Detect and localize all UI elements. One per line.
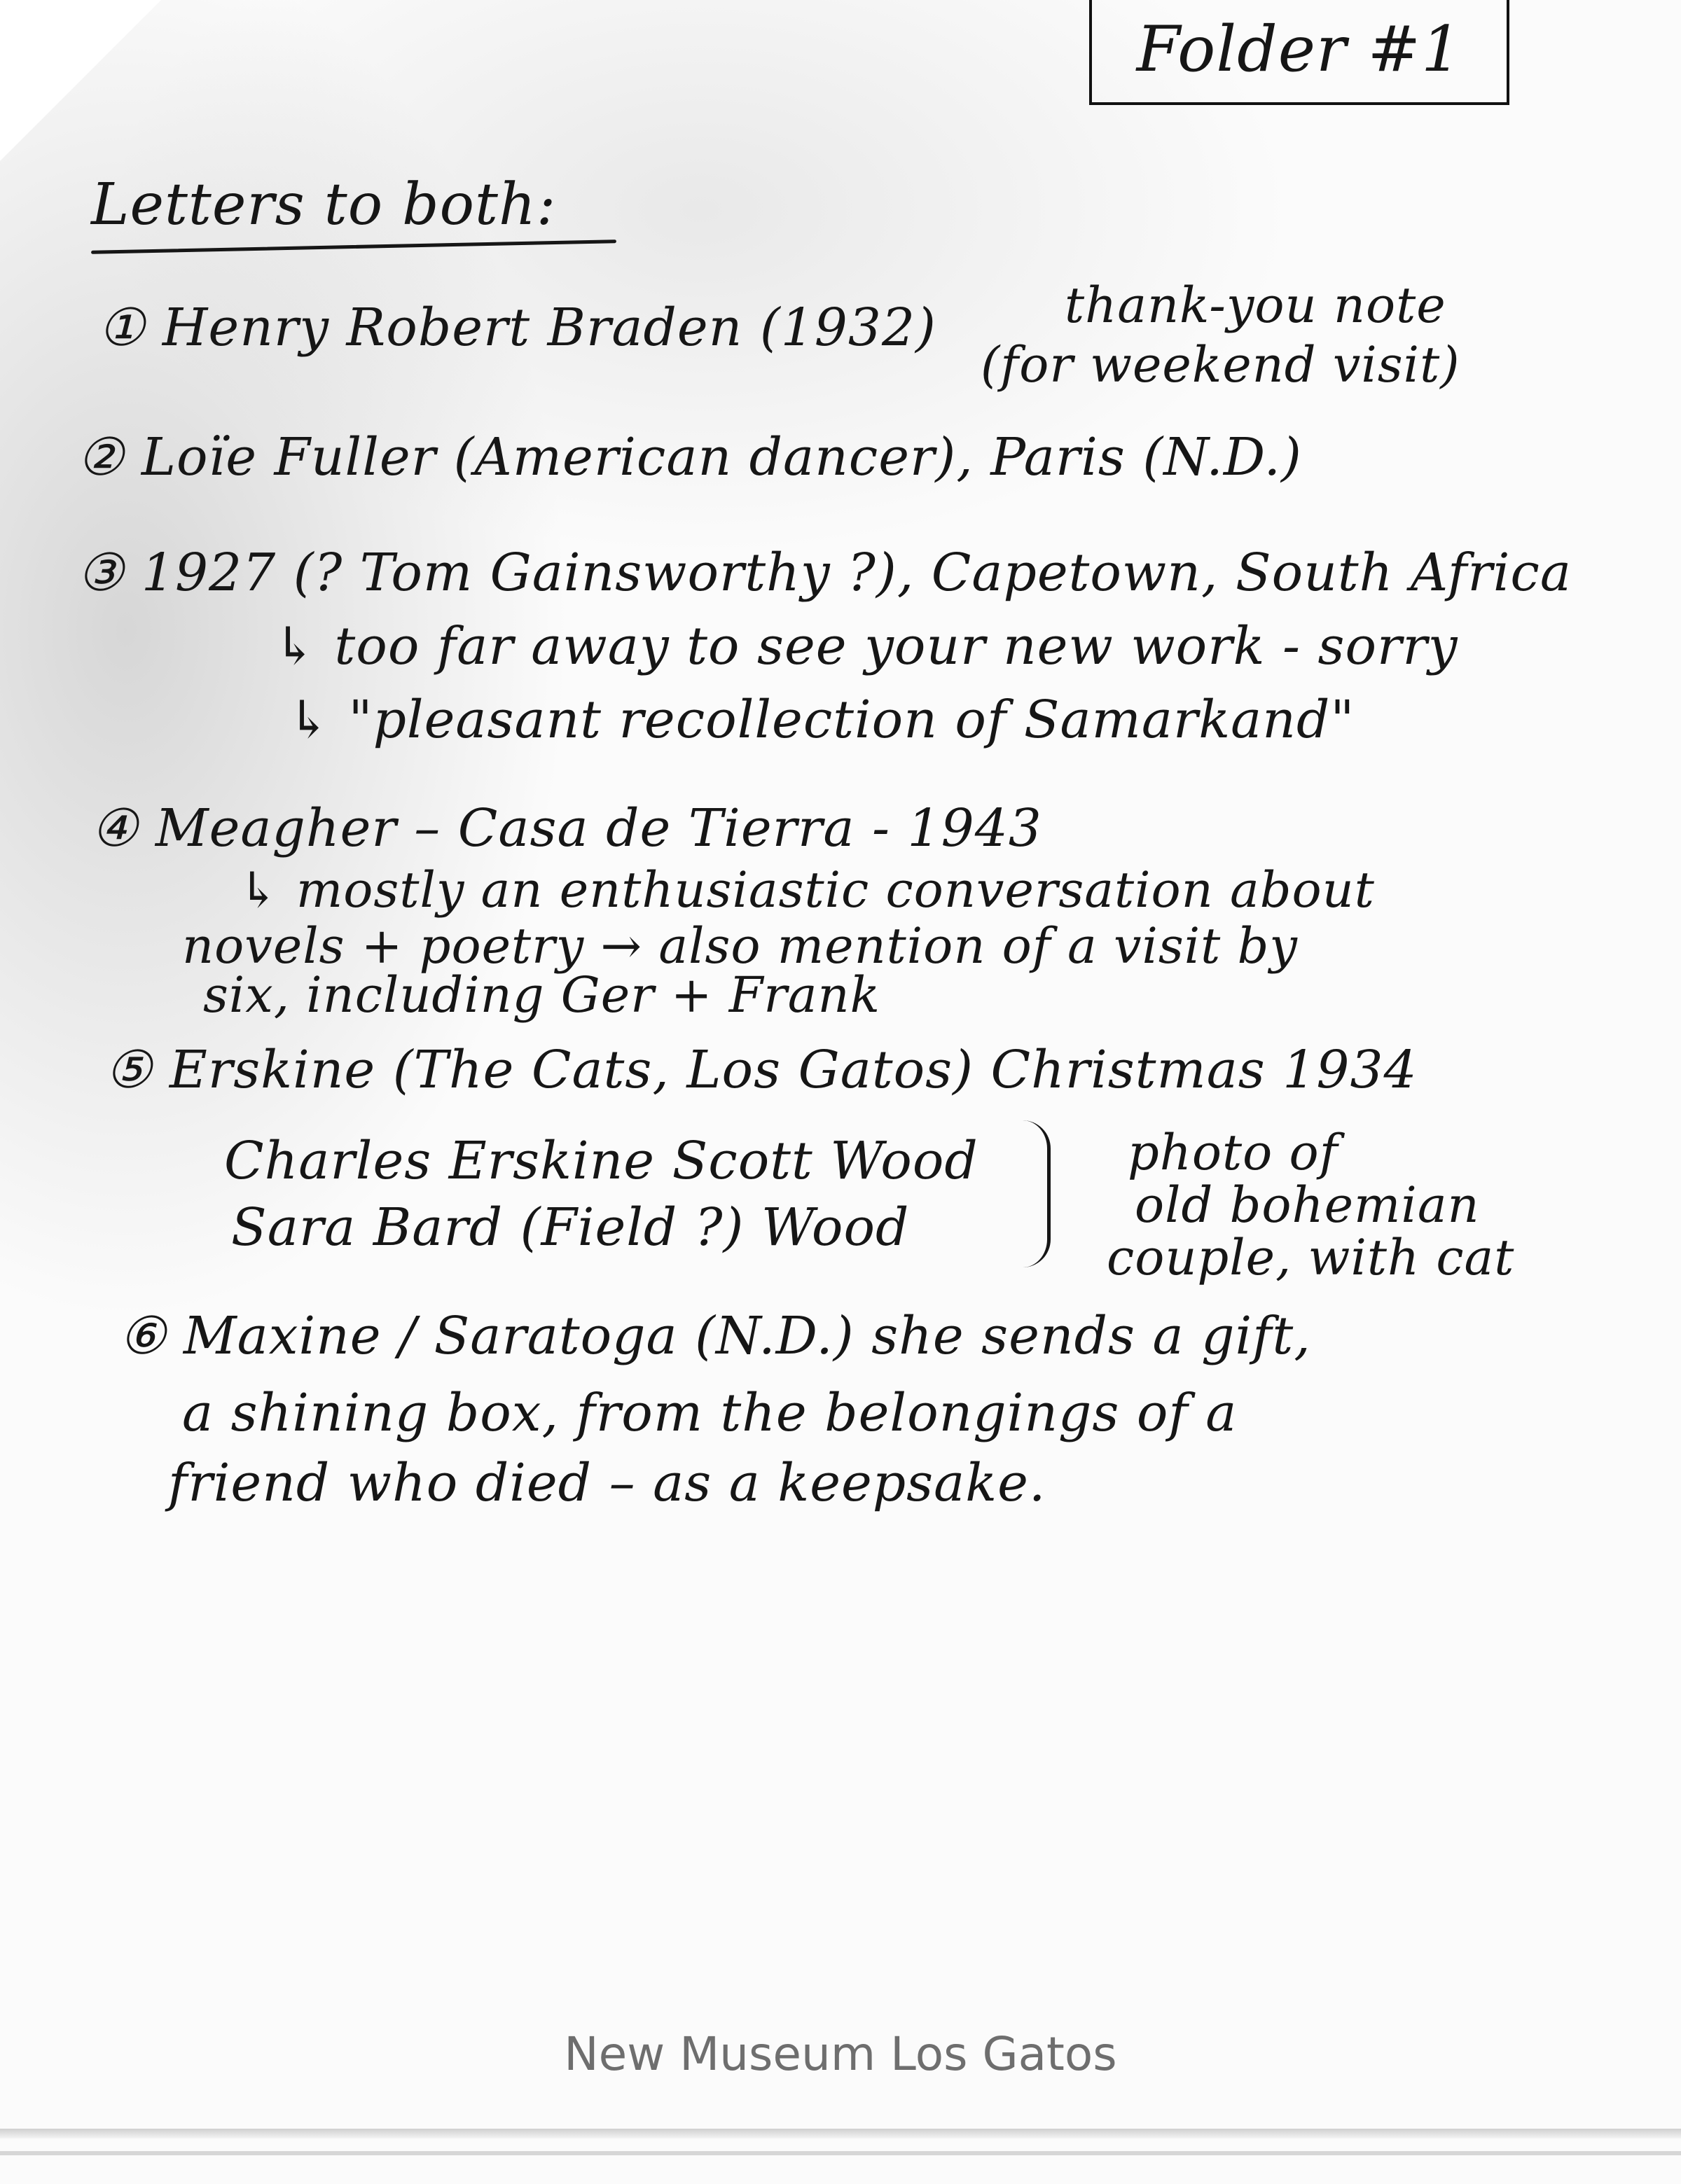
entry-3-line-3: ↳ "pleasant recollection of Samarkand" bbox=[287, 690, 1355, 750]
entry-3-title: ③ 1927 (? Tom Gainsworthy ?), Capetown, South Africa bbox=[77, 543, 1572, 603]
page-heading: Letters to both: bbox=[91, 172, 557, 238]
entry-5-title: ⑤ Erskine (The Cats, Los Gatos) Christmas 1934 bbox=[105, 1040, 1418, 1100]
page-bottom-edge bbox=[0, 2129, 1681, 2138]
entry-5-note-3: couple, with cat bbox=[1107, 1229, 1515, 1286]
entry-5-line-3: Sara Bard (Field ?) Wood bbox=[231, 1197, 910, 1258]
entry-5-line-2: Charles Erskine Scott Wood bbox=[224, 1131, 978, 1191]
watermark-footer: New Museum Los Gatos bbox=[564, 2027, 1117, 2081]
entry-1-note-2: (for weekend visit) bbox=[981, 336, 1460, 394]
folder-label-box bbox=[1089, 0, 1509, 105]
folder-label: Folder #1 bbox=[1136, 13, 1462, 86]
entry-1-note: thank-you note bbox=[1065, 277, 1446, 334]
entry-4-title: ④ Meagher – Casa de Tierra - 1943 bbox=[91, 798, 1042, 858]
page-bottom-edge-line bbox=[0, 2151, 1681, 2155]
entry-2-title: ② Loïe Fuller (American dancer), Paris (N.D.) bbox=[77, 427, 1302, 487]
folded-corner bbox=[0, 0, 161, 161]
entry-4-line-2: ↳ mostly an enthusiastic conversation about bbox=[238, 861, 1375, 919]
heading-underline bbox=[91, 239, 616, 254]
entry-4-line-3: novels + poetry → also mention of a visit by bbox=[182, 917, 1298, 975]
entry-6-line-3: friend who died – as a keepsake. bbox=[168, 1453, 1046, 1513]
entry-4-line-4: six, including Ger + Frank bbox=[203, 966, 881, 1024]
entry-3-line-2: ↳ too far away to see your new work - sorry bbox=[273, 616, 1458, 676]
entry-6-title: ⑥ Maxine / Saratoga (N.D.) she sends a gift, bbox=[119, 1306, 1311, 1366]
curly-brace bbox=[1019, 1120, 1051, 1267]
entry-5-note-2: old bohemian bbox=[1135, 1176, 1480, 1234]
entry-1-title: ① Henry Robert Braden (1932) bbox=[98, 298, 936, 358]
entry-5-note-1: photo of bbox=[1128, 1124, 1338, 1181]
entry-6-line-2: a shining box, from the belongings of a bbox=[182, 1383, 1238, 1443]
